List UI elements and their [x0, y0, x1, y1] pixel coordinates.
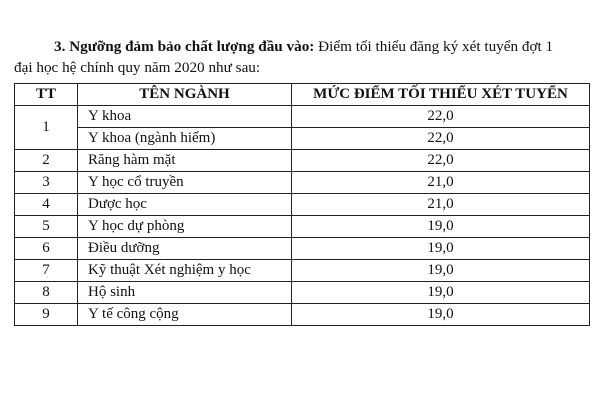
cell-diem: 19,0: [292, 216, 590, 238]
cell-diem: 19,0: [292, 238, 590, 260]
header-ten-nganh: TÊN NGÀNH: [78, 84, 292, 106]
cell-tt: 9: [15, 304, 78, 326]
cell-tt: 5: [15, 216, 78, 238]
cell-diem: 22,0: [292, 106, 590, 128]
cell-diem: 21,0: [292, 194, 590, 216]
cell-diem: 19,0: [292, 282, 590, 304]
cell-ten-nganh: Y khoa: [78, 106, 292, 128]
header-tt: TT: [15, 84, 78, 106]
cell-diem: 19,0: [292, 260, 590, 282]
cell-tt: 1: [15, 106, 78, 150]
cell-tt: 6: [15, 238, 78, 260]
table-row: [15, 216, 590, 238]
cell-diem: 22,0: [292, 128, 590, 150]
table-row: [15, 238, 590, 260]
cell-diem: 22,0: [292, 150, 590, 172]
cell-ten-nganh: Kỹ thuật Xét nghiệm y học: [78, 260, 292, 282]
intro-paragraph: [14, 36, 590, 78]
cell-tt: 3: [15, 172, 78, 194]
table-row: [15, 172, 590, 194]
cell-ten-nganh: Y khoa (ngành hiếm): [78, 128, 292, 150]
admission-score-table: [14, 83, 590, 326]
cell-ten-nganh: Y học dự phòng: [78, 216, 292, 238]
table-row: [15, 260, 590, 282]
intro-text: Điểm tối thiểu đăng ký xét tuyển đợt 1: [314, 38, 554, 55]
cell-ten-nganh: Dược học: [78, 194, 292, 216]
cell-tt: 4: [15, 194, 78, 216]
cell-tt: 7: [15, 260, 78, 282]
table-row: [15, 282, 590, 304]
cell-tt: 8: [15, 282, 78, 304]
cell-ten-nganh: Y học cổ truyền: [78, 172, 292, 194]
cell-tt: 2: [15, 150, 78, 172]
table-header-row: [15, 84, 590, 106]
cell-diem: 19,0: [292, 304, 590, 326]
section-heading: 3. Ngưỡng đảm bảo chất lượng đầu vào:: [54, 38, 315, 55]
cell-ten-nganh: Y tế công cộng: [78, 304, 292, 326]
cell-diem: 21,0: [292, 172, 590, 194]
intro-line-1: [14, 36, 590, 57]
table-row: [15, 304, 590, 326]
table-row: [15, 194, 590, 216]
intro-line-2: đại học hệ chính quy năm 2020 như sau:: [14, 59, 261, 76]
table-row: [15, 150, 590, 172]
table-row: [15, 106, 590, 128]
cell-ten-nganh: Điều dưỡng: [78, 238, 292, 260]
cell-ten-nganh: Hộ sinh: [78, 282, 292, 304]
header-muc-diem: MỨC ĐIỂM TỐI THIỂU XÉT TUYỂN: [292, 84, 590, 106]
table-row: [15, 128, 590, 150]
cell-ten-nganh: Răng hàm mặt: [78, 150, 292, 172]
